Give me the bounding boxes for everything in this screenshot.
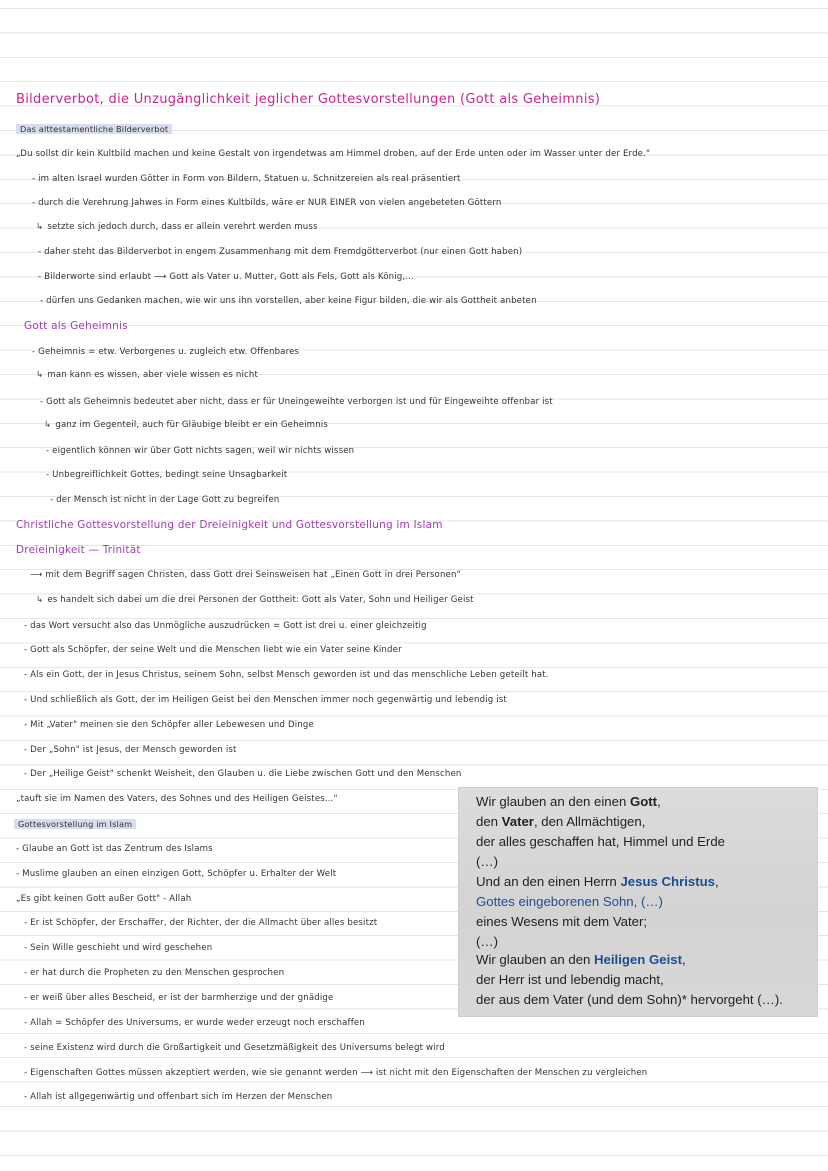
- hook-arrow-icon: ↳: [44, 420, 52, 430]
- bullet-text: - Glaube an Gott ist das Zentrum des Islams: [16, 844, 213, 854]
- bullet-text: - Als ein Gott, der in Jesus Christus, seinem Sohn, selbst Mensch geworden ist und das menschliche Leben geteilt hat.: [24, 670, 549, 680]
- bullet-text: - Allah ist allgegenwärtig und offenbart sich im Herzen der Menschen: [24, 1092, 333, 1102]
- subheading-islam: Gottesvorstellung im Islam: [14, 818, 136, 831]
- bullet-text: - Er ist Schöpfer, der Erschaffer, der Richter, der die Allmacht über alles besitzt: [24, 918, 378, 928]
- bullet-text: - im alten Israel wurden Götter in Form von Bildern, Statuen u. Schnitzereien als real präsentiert: [32, 174, 461, 184]
- creed-line: Wir glauben an den einen Gott,: [476, 794, 661, 809]
- bullet-text: - eigentlich können wir über Gott nichts sagen, weil wir nichts wissen: [46, 446, 355, 456]
- bullet-text: - Der „Heilige Geist" schenkt Weisheit, den Glauben u. die Liebe zwischen Gott und den Menschen: [24, 769, 462, 779]
- creed-line: der Herr ist und lebendig macht,: [476, 972, 664, 987]
- hook-arrow-icon: ↳: [36, 222, 44, 232]
- bullet-text: - Geheimnis = etw. Verborgenes u. zugleich etw. Offenbares: [32, 347, 300, 357]
- bullet-text: - durch die Verehrung Jahwes in Form eines Kultbilds, wäre er NUR EINER von vielen angebeteten Göttern: [32, 198, 502, 208]
- bullet-text: - Eigenschaften Gottes müssen akzeptiert werden, wie sie genannt werden ⟶ ist nicht mit den Eigenschaften der Menschen zu vergleichen: [24, 1068, 648, 1078]
- bullet-text: - dürfen uns Gedanken machen, wie wir uns ihn vorstellen, aber keine Figur bilden, die wir als Gottheit anbeten: [40, 296, 537, 306]
- creed-textbox: [458, 787, 818, 1017]
- bullet-text: - Sein Wille geschieht und wird geschehen: [24, 943, 213, 953]
- bullet-text: - er hat durch die Propheten zu den Menschen gesprochen: [24, 968, 285, 978]
- creed-line: der alles geschaffen hat, Himmel und Erde: [476, 834, 725, 849]
- bullet-text: - Mit „Vater" meinen sie den Schöpfer aller Lebewesen und Dinge: [24, 720, 314, 730]
- bullet-text: - das Wort versucht also das Unmögliche auszudrücken = Gott ist drei u. einer gleichzeitig: [24, 621, 427, 631]
- sub-bullet-text: ↳ setzte sich jedoch durch, dass er allein verehrt werden muss: [36, 222, 318, 232]
- bullet-text: - Gott als Geheimnis bedeutet aber nicht, dass er für Uneingeweihte verborgen ist und für Eingeweihte offenbar ist: [40, 397, 553, 407]
- quote-shahada: „Es gibt keinen Gott außer Gott" - Allah: [16, 894, 192, 904]
- creed-line: der aus dem Vater (und dem Sohn)* hervorgeht (…).: [476, 992, 783, 1007]
- creed-line: den Vater, den Allmächtigen,: [476, 814, 646, 829]
- creed-line: Gottes eingeborenen Sohn, (…): [476, 894, 663, 909]
- subheading-bilderverbot: Das alttestamentliche Bilderverbot: [16, 123, 172, 136]
- sub-bullet-text: ↳ man kann es wissen, aber viele wissen es nicht: [36, 370, 259, 380]
- bullet-text: - seine Existenz wird durch die Großartigkeit und Gesetzmäßigkeit des Universums belegt wird: [24, 1043, 445, 1053]
- heading-christlich-islam: Christliche Gottesvorstellung der Dreieinigkeit und Gottesvorstellung im Islam: [16, 519, 443, 531]
- bullet-text: - Unbegreiflichkeit Gottes, bedingt seine Unsagbarkeit: [46, 470, 288, 480]
- creed-line: Wir glauben an den Heiligen Geist,: [476, 952, 686, 967]
- creed-line: (…): [476, 854, 498, 869]
- hook-arrow-icon: ↳: [36, 370, 44, 380]
- heading-dreieinigkeit: Dreieinigkeit — Trinität: [16, 544, 141, 556]
- creed-line: (…): [476, 934, 498, 949]
- quote-baptism: „tauft sie im Namen des Vaters, des Sohnes und des Heiligen Geistes...": [16, 794, 338, 804]
- hook-arrow-icon: ↳: [36, 595, 44, 605]
- creed-line: Und an den einen Herrn Jesus Christus,: [476, 874, 719, 889]
- bullet-text: - daher steht das Bilderverbot in engem Zusammenhang mit dem Fremdgötterverbot (nur einen Gott haben): [38, 247, 523, 257]
- page-title: Bilderverbot, die Unzugänglichkeit jeglicher Gottesvorstellungen (Gott als Geheimnis): [16, 92, 601, 107]
- sub-bullet-text: ↳ ganz im Gegenteil, auch für Gläubige bleibt er ein Geheimnis: [44, 420, 328, 430]
- heading-geheimnis: Gott als Geheimnis: [24, 320, 128, 332]
- sub-bullet-text: ↳ es handelt sich dabei um die drei Personen der Gottheit: Gott als Vater, Sohn und Heiliger Geist: [36, 595, 474, 605]
- bullet-text: - Allah = Schöpfer des Universums, er wurde weder erzeugt noch erschaffen: [24, 1018, 365, 1028]
- bullet-text: ⟶ mit dem Begriff sagen Christen, dass Gott drei Seinsweisen hat „Einen Gott in drei Personen": [30, 570, 461, 580]
- bullet-text: - Gott als Schöpfer, der seine Welt und die Menschen liebt wie ein Vater seine Kinder: [24, 645, 402, 655]
- bullet-text: - der Mensch ist nicht in der Lage Gott zu begreifen: [50, 495, 280, 505]
- creed-line: eines Wesens mit dem Vater;: [476, 914, 648, 929]
- bullet-text: - Muslime glauben an einen einzigen Gott, Schöpfer u. Erhalter der Welt: [16, 869, 337, 879]
- bullet-text: - Der „Sohn" ist Jesus, der Mensch geworden ist: [24, 745, 237, 755]
- quote-commandment: „Du sollst dir kein Kultbild machen und keine Gestalt von irgendetwas am Himmel droben, auf der Erde unten oder im Wasser unter der Erde.": [16, 149, 651, 159]
- bullet-text: - er weiß über alles Bescheid, er ist der barmherzige und der gnädige: [24, 993, 334, 1003]
- bullet-text: - Und schließlich als Gott, der im Heiligen Geist bei den Menschen immer noch gegenwärtig und lebendig ist: [24, 695, 507, 705]
- bullet-text: - Bilderworte sind erlaubt ⟶ Gott als Vater u. Mutter, Gott als Fels, Gott als König,...: [38, 272, 414, 282]
